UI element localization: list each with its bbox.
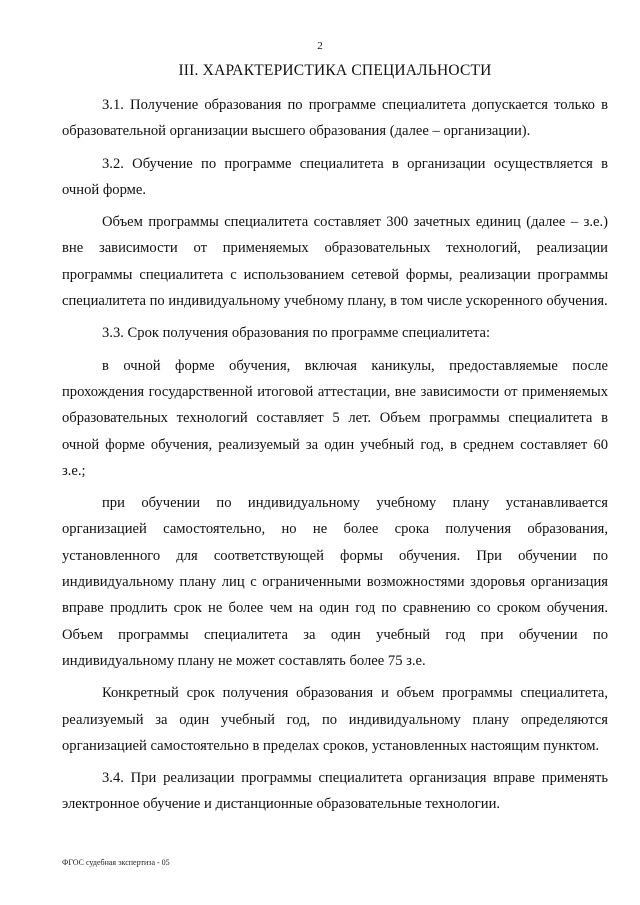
paragraph-3-3: 3.3. Срок получения образования по программе специалитета: [102,325,491,342]
section-heading: III. ХАРАКТЕРИСТИКА СПЕЦИАЛЬНОСТИ [178,62,492,79]
paragraph-program-volume: Объем программы специалитета составляет 300 зачетных единиц (далее – з.е.) вне зависимости от применяемых образовательных технологий, реализации программы специалитета с использованием сетевой формы, реализации программы специалитета по индивидуальному учебному плану, в том числе ускоренного обучения. [62,214,608,310]
paragraph-3-2: 3.2. Обучение по программе специалитета в организации осуществляется в очной форме. [62,155,608,198]
paragraph-3-1: 3.1. Получение образования по программе специалитета допускается только в образовательной организации высшего образования (далее – организации). [62,97,608,140]
page-number: 2 [317,40,323,52]
paragraph-individual-plan: при обучении по индивидуальному учебному плану устанавливается организацией самостоятельно, но не более срока получения образования, установленного для соответствующей формы обучения. При обучении по индивидуальному плану лиц с ограниченными возможностями здоровья организация вправе продлить срок не более чем на один год по сравнению со сроком обучения. Объем программы специалитета за один учебный год при обучении по индивидуальному плану не может составлять более 75 з.е. [62,495,608,669]
footer-note: ФГОС судебная экспертиза - 05 [62,858,170,867]
document-body [62,92,608,824]
paragraph-3-4: 3.4. При реализации программы специалитета организация вправе применять электронное обучение и дистанционные образовательные технологии. [62,770,608,813]
paragraph-specific-term: Конкретный срок получения образования и объем программы специалитета, реализуемый за один учебный год, по индивидуальному плану определяются организацией самостоятельно в пределах сроков, установленных настоящим пунктом. [62,685,608,754]
paragraph-full-time-form: в очной форме обучения, включая каникулы, предоставляемые после прохождения государственной итоговой аттестации, вне зависимости от применяемых образовательных технологий составляет 5 лет. Объем программы специалитета в очной форме обучения, реализуемый за один учебный год, в среднем составляет 60 з.е.; [62,357,608,479]
